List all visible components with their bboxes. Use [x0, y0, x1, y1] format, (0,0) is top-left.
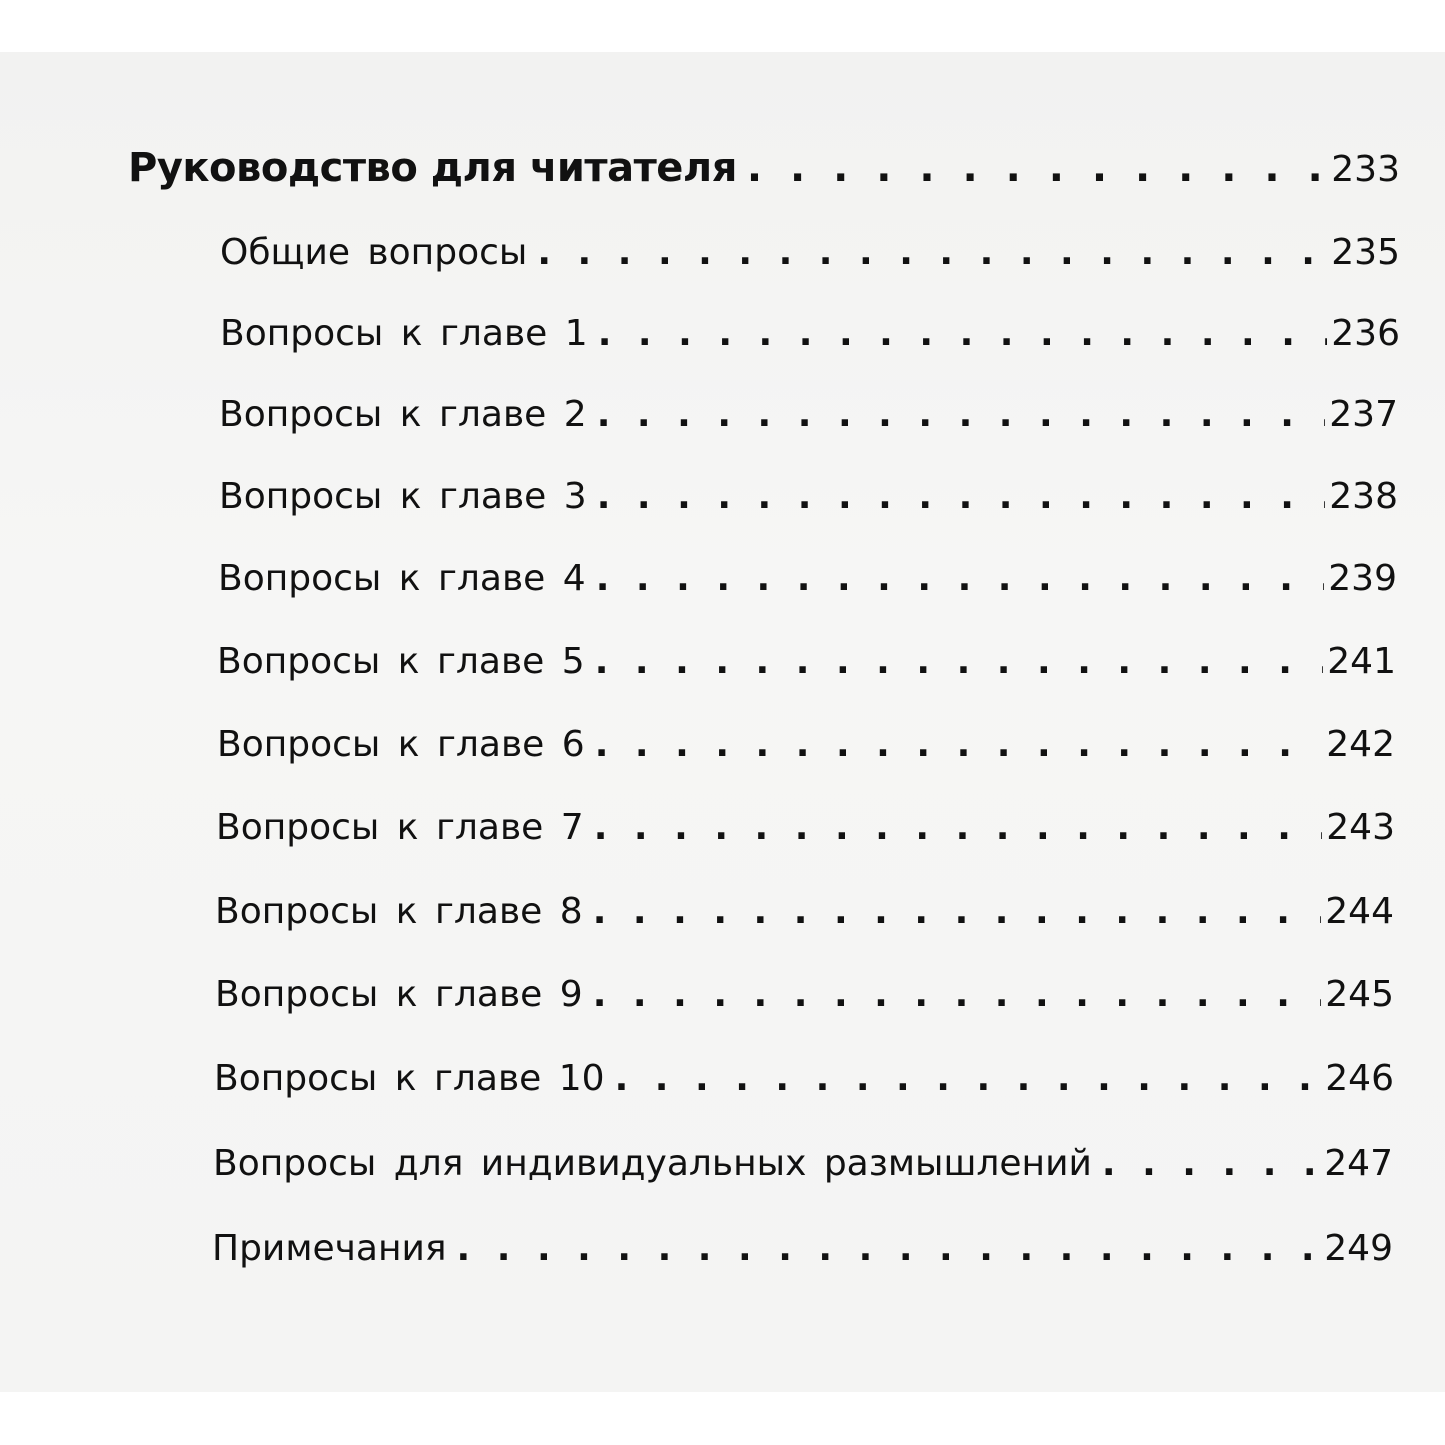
toc-entry [217, 724, 1395, 765]
toc-entry-page: 239 [1328, 558, 1397, 599]
toc-entry [215, 974, 1394, 1015]
toc-entry-page: 242 [1326, 724, 1395, 765]
toc-entry-page: 237 [1329, 394, 1398, 435]
toc-section-page: 233 [1331, 149, 1400, 190]
dot-leader [457, 1228, 1321, 1269]
toc-entry [215, 891, 1394, 932]
toc-entry [219, 394, 1398, 435]
toc-section-title: Руководство для читателя [128, 145, 737, 191]
toc-entry-title: Вопросы к главе 1 [220, 313, 588, 354]
toc-entry-page: 238 [1329, 476, 1398, 517]
dot-leader [593, 891, 1322, 932]
toc-entry-page: 241 [1327, 641, 1396, 682]
toc-entry-title: Вопросы к главе 3 [219, 476, 587, 517]
dot-leader [595, 641, 1324, 682]
dot-leader [597, 476, 1326, 517]
toc-entry [220, 232, 1400, 273]
toc-entry-title: Вопросы к главе 10 [214, 1058, 605, 1099]
toc-entry [213, 1143, 1393, 1184]
toc-entry [214, 1058, 1394, 1099]
dot-leader [615, 1058, 1322, 1099]
toc-entry [220, 313, 1400, 354]
toc-entry-title: Примечания [212, 1228, 447, 1269]
toc-entry-title: Вопросы к главе 9 [215, 974, 583, 1015]
dot-leader [595, 724, 1323, 765]
dot-leader [747, 145, 1327, 191]
toc-entry [218, 558, 1397, 599]
toc-entry-title: Вопросы к главе 8 [215, 891, 583, 932]
toc-entry-page: 243 [1326, 807, 1395, 848]
toc-entry [212, 1228, 1393, 1269]
toc-entry-title: Вопросы для индивидуальных размышлений [213, 1143, 1092, 1184]
toc-entry-page: 235 [1331, 232, 1400, 273]
toc-entry-page: 236 [1331, 313, 1400, 354]
toc-entry-title: Общие вопросы [220, 232, 528, 273]
toc-entry-page: 246 [1325, 1058, 1394, 1099]
dot-leader [598, 313, 1328, 354]
toc-entry-title: Вопросы к главе 5 [217, 641, 585, 682]
toc-entry [219, 476, 1398, 517]
dot-leader [594, 807, 1323, 848]
toc-entry-title: Вопросы к главе 7 [216, 807, 584, 848]
dot-leader [537, 232, 1327, 273]
toc-section-heading [128, 145, 1400, 191]
toc-entry-page: 245 [1325, 974, 1394, 1015]
toc-entry-title: Вопросы к главе 6 [217, 724, 585, 765]
dot-leader [597, 394, 1326, 435]
toc-entry-page: 247 [1324, 1143, 1393, 1184]
toc-entry [216, 807, 1395, 848]
dot-leader [593, 974, 1322, 1015]
dot-leader [596, 558, 1325, 599]
toc-entry-title: Вопросы к главе 4 [218, 558, 586, 599]
toc-entry [217, 641, 1396, 682]
dot-leader [1102, 1143, 1320, 1184]
toc-entry-page: 244 [1325, 891, 1394, 932]
toc-entry-title: Вопросы к главе 2 [219, 394, 587, 435]
toc-entry-page: 249 [1324, 1228, 1393, 1269]
